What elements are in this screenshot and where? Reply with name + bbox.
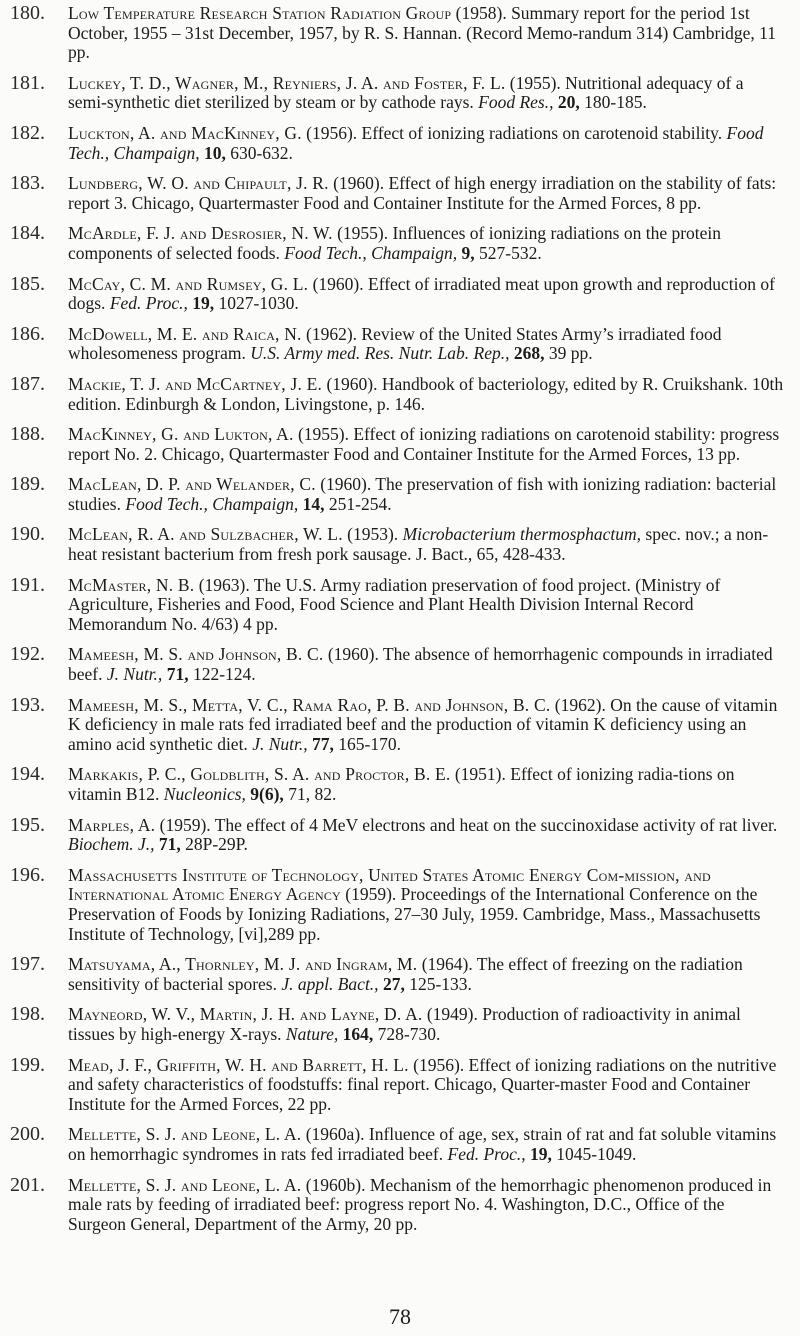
reference-journal: J. Nutr.,: [106, 664, 163, 685]
reference-authors: Mameesh, M. S., Metta, V. C., Rama Rao, P. B. and Johnson, B. C.: [68, 694, 551, 715]
reference-text: (1955). Effect of ionizing radiations on carotenoid stability: progress report No. 2. Chicago, Quartermaster Food and Container Institute for the Armed Forces, 13 pp.: [68, 424, 780, 464]
reference-entry: [0, 813, 800, 855]
reference-pages: 251-254.: [324, 493, 392, 514]
reference-entry: [0, 475, 800, 514]
reference-journal: Biochem. J.,: [68, 834, 155, 855]
reference-authors: MacLean, D. P. and Welander, C.: [68, 474, 316, 495]
reference-entry: [0, 272, 800, 314]
reference-pages: 122-124.: [188, 664, 256, 685]
reference-pages: 28P-29P.: [180, 834, 248, 855]
reference-number: 195.: [10, 813, 45, 836]
reference-text: (1956). Effect of ionizing radiations on carotenoid stability.: [301, 122, 727, 143]
reference-number: 182.: [10, 121, 45, 144]
reference-list: [0, 4, 800, 1245]
reference-text: (1959). Proceedings of the International Conference on the Preservation of Foods by Ionizing Radiations, 27–30 July, 1959. Cambridge, Mass., Massachusetts Institute of Technology, [vi],289 pp.: [68, 884, 761, 944]
reference-journal: Nature,: [285, 1023, 339, 1044]
reference-entry: [0, 1053, 800, 1115]
reference-text: (1951). Effect of ionizing radia-tions on vitamin B12.: [68, 764, 735, 804]
reference-journal: Food Tech., Champaign,: [284, 242, 458, 263]
reference-text: (1958). Summary report for the period 1st October, 1955 – 31st December, 1957, by R. S. Hannan. (Record Memo-randum 314) Cambridge, 11 pp.: [68, 3, 777, 63]
reference-pages: 180-185.: [579, 92, 647, 113]
reference-number: 187.: [10, 372, 45, 395]
reference-journal: U.S. Army med. Res. Nutr. Lab. Rep.,: [250, 343, 510, 364]
reference-journal: Food Tech., Champaign,: [125, 493, 299, 514]
reference-journal: Microbacterium thermosphactum,: [402, 524, 642, 545]
reference-authors: Low Temperature Research Station Radiation Group: [68, 3, 452, 23]
reference-pages: 527-532.: [474, 242, 542, 263]
reference-pages: 165-170.: [333, 733, 401, 754]
reference-volume: 19,: [187, 293, 215, 314]
reference-text: (1962). Review of the United States Army’s irradiated food wholesomeness program.: [68, 323, 722, 364]
reference-pages: 1027-1030.: [214, 293, 299, 314]
reference-authors: McCay, C. M. and Rumsey, G. L.: [68, 273, 309, 294]
reference-text: (1949). Production of radioactivity in animal tissues by high-energy X-rays.: [68, 1004, 741, 1044]
reference-authors: MacKinney, G. and Lukton, A.: [68, 424, 294, 445]
reference-pages: 71, 82.: [283, 784, 337, 804]
reference-volume: 27,: [378, 973, 405, 994]
reference-authors: McDowell, M. E. and Raica, N.: [68, 323, 302, 344]
reference-volume: 268,: [509, 343, 545, 364]
reference-number: 193.: [10, 693, 45, 716]
reference-authors: Mameesh, M. S. and Johnson, B. C.: [68, 644, 324, 665]
reference-entry: [0, 1173, 800, 1235]
reference-text: (1960b). Mechanism of the hemorrhagic phenomenon produced in male rats by feeding of irradiated beef: progress report No. 4. Washington, D.C., Office of the Surgeon General, Department of the Army, 20 pp.: [68, 1174, 772, 1234]
reference-text: (1960a). Influence of age, sex, strain of rat and fat soluble vitamins on hemorrhagic syndromes in rats fed irradiated beef.: [68, 1124, 777, 1164]
reference-number: 196.: [10, 863, 45, 886]
reference-text: (1953).: [342, 524, 403, 545]
reference-authors: McArdle, F. J. and Desrosier, N. W.: [68, 223, 333, 244]
reference-entry: [0, 955, 800, 994]
reference-authors: Mellette, S. J. and Leone, L. A.: [68, 1124, 302, 1145]
reference-entry: [0, 693, 800, 755]
reference-number: 199.: [10, 1053, 45, 1076]
reference-entry: [0, 425, 800, 464]
reference-entry: [0, 1125, 800, 1164]
page-number: 78: [389, 1304, 411, 1329]
reference-authors: Lundberg, W. O. and Chipault, J. R.: [68, 173, 329, 194]
reference-pages: spec. nov.; a non-heat resistant bacterium from fresh pork sausage. J. Bact., 65, 428-433.: [68, 524, 769, 565]
reference-text: (1963). The U.S. Army radiation preservation of food project. (Ministry of Agriculture, Fisheries and Food, Food Science and Plant Health Division Internal Record Memorandum No. 4/63) 4 pp.: [68, 574, 721, 634]
reference-entry: [0, 1005, 800, 1044]
reference-entry: [0, 121, 800, 163]
reference-text: (1955). Nutritional adequacy of a semi-synthetic diet sterilized by steam or by cathode rays.: [68, 72, 744, 113]
reference-number: 198.: [10, 1003, 45, 1026]
reference-authors: Mackie, T. J. and McCartney, J. E.: [68, 373, 323, 394]
reference-authors: McMaster, N. B.: [68, 574, 195, 595]
reference-volume: 19,: [525, 1143, 552, 1164]
reference-volume: 10,: [199, 142, 226, 163]
reference-text: (1960). Effect of high energy irradiation on the stability of fats: report 3. Chicago, Quartermaster Food and Container Institute for the Armed Forces, 8 pp.: [68, 173, 777, 213]
reference-entry: [0, 573, 800, 635]
reference-number: 201.: [10, 1173, 45, 1196]
reference-entry: [0, 174, 800, 213]
reference-volume: 164,: [338, 1023, 374, 1044]
reference-entry: [0, 4, 800, 63]
reference-number: 189.: [10, 473, 45, 496]
reference-journal: J. Nutr.,: [252, 733, 308, 754]
reference-volume: 14,: [298, 493, 325, 514]
reference-entry: [0, 372, 800, 414]
reference-volume: 9,: [457, 242, 475, 263]
reference-number: 194.: [10, 763, 45, 786]
reference-journal: Nucleonics,: [163, 784, 246, 804]
reference-authors: Mayneord, W. V., Martin, J. H. and Layne, D. A.: [68, 1004, 423, 1025]
reference-entry: [0, 863, 800, 944]
reference-authors: McLean, R. A. and Sulzbacher, W. L.: [68, 524, 343, 545]
reference-number: 200.: [10, 1123, 45, 1146]
reference-text: (1960). Effect of irradiated meat upon growth and reproduction of dogs.: [68, 273, 775, 314]
reference-volume: 71,: [162, 664, 189, 685]
reference-volume: 77,: [307, 733, 334, 754]
reference-volume: 9(6),: [245, 784, 284, 804]
reference-text: (1964). The effect of freezing on the radiation sensitivity of bacterial spores.: [68, 954, 743, 994]
reference-authors: Matsuyama, A., Thornley, M. J. and Ingram, M.: [68, 954, 418, 975]
reference-authors: Luckton, A. and MacKinney, G.: [68, 122, 302, 143]
reference-number: 190.: [10, 523, 45, 546]
reference-entry: [0, 645, 800, 684]
reference-journal: Food Tech., Champaign,: [68, 122, 764, 163]
reference-text: (1960). The absence of hemorrhagenic compounds in irradiated beef.: [68, 644, 773, 685]
reference-pages: 125-133.: [404, 973, 472, 994]
reference-text: (1960). Handbook of bacteriology, edited by R. Cruikshank. 10th edition. Edinburgh & London, Livingstone, p. 146.: [68, 373, 784, 414]
reference-volume: 20,: [553, 92, 580, 113]
reference-text: (1959). The effect of 4 MeV electrons and heat on the succinoxidase activity of rat liver.: [155, 814, 778, 835]
reference-pages: 728-730.: [373, 1023, 441, 1044]
reference-volume: 71,: [154, 834, 181, 855]
reference-authors: Massachusetts Institute of Technology, United States Atomic Energy Com-mission, and International Atomic Energy Agency: [68, 864, 711, 905]
reference-number: 197.: [10, 953, 45, 976]
reference-pages: 630-632.: [225, 142, 293, 163]
reference-journal: Fed. Proc.,: [447, 1143, 526, 1164]
reference-authors: Markakis, P. C., Goldblith, S. A. and Proctor, B. E.: [68, 764, 451, 785]
reference-pages: 39 pp.: [544, 343, 593, 364]
reference-authors: Mellette, S. J. and Leone, L. A.: [68, 1174, 302, 1195]
reference-pages: 1045-1049.: [551, 1143, 637, 1164]
reference-number: 188.: [10, 423, 45, 446]
reference-text: (1960). The preservation of fish with ionizing radiation: bacterial studies.: [68, 474, 777, 514]
reference-journal: Fed. Proc.,: [109, 293, 188, 314]
reference-text: (1955). Influences of ionizing radiations on the protein components of selected foods.: [68, 223, 722, 263]
reference-number: 186.: [10, 322, 45, 345]
reference-authors: Marples, A.: [68, 814, 156, 835]
reference-authors: Luckey, T. D., Wagner, M., Reyniers, J. A. and Foster, F. L.: [68, 72, 506, 93]
reference-text: (1962). On the cause of vitamin K deficiency in male rats fed irradiated beef and the production of vitamin K deficiency using an amino acid synthetic diet.: [68, 694, 778, 754]
reference-entry: [0, 224, 800, 263]
reference-number: 181.: [10, 71, 45, 94]
reference-text: (1956). Effect of ionizing radiations on the nutritive and safety characteristics of foodstuffs: final report. Chicago, Quarter-master Food and Container Institute for the Armed Forces, 22 pp.: [68, 1054, 777, 1114]
reference-entry: [0, 322, 800, 364]
reference-authors: Mead, J. F., Griffith, W. H. and Barrett, H. L.: [68, 1054, 409, 1075]
reference-journal: J. appl. Bact.,: [281, 973, 379, 994]
reference-journal: Food Res.,: [478, 92, 554, 113]
reference-entry: [0, 525, 800, 564]
reference-number: 184.: [10, 222, 45, 245]
reference-number: 192.: [10, 643, 45, 666]
reference-number: 183.: [10, 172, 45, 195]
reference-entry: [0, 71, 800, 113]
reference-entry: [0, 765, 800, 804]
reference-number: 185.: [10, 272, 45, 295]
reference-number: 180.: [10, 2, 45, 24]
reference-number: 191.: [10, 573, 45, 596]
